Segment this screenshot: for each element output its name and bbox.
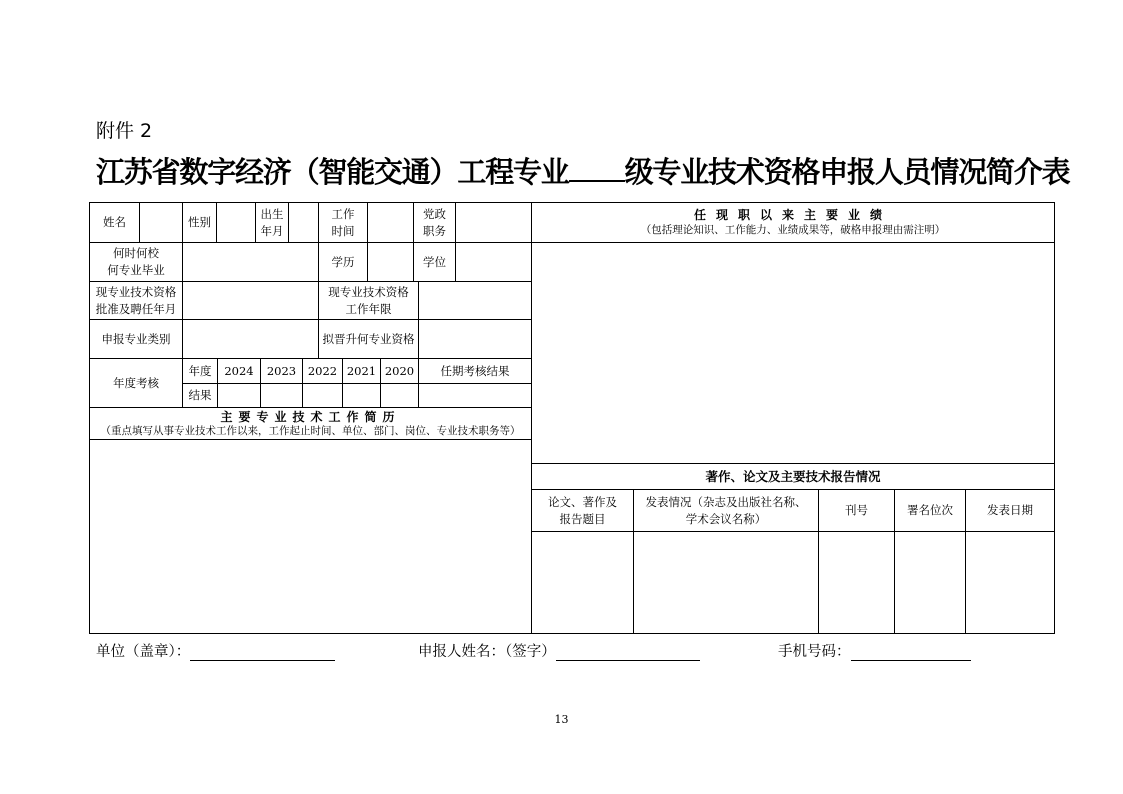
input-publish-date[interactable] xyxy=(966,532,1054,633)
publications-title: 著作、论文及主要技术报告情况 xyxy=(705,469,881,484)
header-publish-date: 发表日期 xyxy=(987,503,1033,517)
page-number: 13 xyxy=(554,713,569,726)
input-result-2021[interactable] xyxy=(343,384,380,407)
performance-header xyxy=(532,203,1054,242)
signature-line[interactable] xyxy=(556,644,700,661)
input-performance[interactable] xyxy=(532,243,1054,463)
input-education[interactable] xyxy=(368,243,413,281)
input-venue[interactable] xyxy=(634,532,818,633)
label-year: 年度 xyxy=(188,363,212,378)
header-issue: 刊号 xyxy=(845,503,868,517)
header-venue: 发表情况（杂志及出版社名称、 学术会议名称） xyxy=(645,494,807,526)
input-resume[interactable] xyxy=(90,440,531,633)
input-author-order[interactable] xyxy=(895,532,965,633)
input-birth[interactable] xyxy=(289,203,318,242)
input-term-review[interactable] xyxy=(419,384,531,407)
input-name[interactable] xyxy=(140,203,182,242)
title-part-1: 江苏省数字经济（智能交通）工程专业 xyxy=(96,155,569,189)
performance-title: 任现职以来主要业绩 xyxy=(693,207,892,222)
input-result-2020[interactable] xyxy=(381,384,418,407)
year-2023: 2023 xyxy=(266,363,297,378)
year-2022: 2022 xyxy=(307,363,338,378)
label-apply-category: 申报专业类别 xyxy=(101,331,171,346)
input-current-qualification[interactable] xyxy=(183,282,318,319)
footer-phone: 手机号码： xyxy=(778,640,971,661)
input-issue[interactable] xyxy=(819,532,894,633)
input-qualification-years[interactable] xyxy=(419,282,531,319)
label-qualification-years: 现专业技术资格 工作年限 xyxy=(328,284,409,316)
input-work-time[interactable] xyxy=(368,203,413,242)
header-author-order: 署名位次 xyxy=(907,503,953,517)
resume-header xyxy=(90,408,531,439)
footer-unit: 单位（盖章）： xyxy=(96,640,335,661)
input-degree[interactable] xyxy=(456,243,531,281)
label-result: 结果 xyxy=(188,388,212,402)
header-topic: 论文、著作及 报告题目 xyxy=(548,494,617,526)
label-current-qualification: 现专业技术资格 批准及聘任年月 xyxy=(95,284,177,316)
input-target-qualification[interactable] xyxy=(419,320,531,358)
label-education: 学历 xyxy=(331,254,355,269)
year-2020: 2020 xyxy=(384,363,415,378)
input-result-2022[interactable] xyxy=(303,384,342,407)
phone-line[interactable] xyxy=(851,644,971,661)
input-result-2024[interactable] xyxy=(218,384,260,407)
year-2024: 2024 xyxy=(224,363,254,378)
label-gender: 性别 xyxy=(188,215,211,229)
footer-applicant: 申报人姓名：（签字） xyxy=(418,640,700,661)
attachment-label: 附件 2 xyxy=(96,120,153,142)
label-party-post: 党政 职务 xyxy=(423,206,446,238)
label-term-review: 任期考核结果 xyxy=(440,363,510,378)
label-birth: 出生 年月 xyxy=(260,206,284,238)
label-name: 姓名 xyxy=(103,215,126,229)
input-graduation[interactable] xyxy=(183,243,318,281)
year-2021: 2021 xyxy=(346,363,377,378)
performance-note: （包括理论知识、工作能力、业绩成果等，破格申报理由需注明） xyxy=(640,223,946,236)
input-party-post[interactable] xyxy=(456,203,531,242)
label-degree: 学位 xyxy=(423,254,446,269)
unit-line[interactable] xyxy=(190,644,335,661)
input-result-2023[interactable] xyxy=(261,384,302,407)
label-target-qualification: 拟晋升何专业资格 xyxy=(322,331,415,346)
input-apply-category[interactable] xyxy=(183,320,318,358)
resume-title: 主要专业技术工作简历 xyxy=(220,409,401,424)
input-gender[interactable] xyxy=(217,203,255,242)
label-graduation: 何时何校 何专业毕业 xyxy=(107,246,165,277)
input-topic[interactable] xyxy=(532,532,633,633)
label-annual-review: 年度考核 xyxy=(113,375,159,390)
title-part-2: 级专业技术资格申报人员情况简介表 xyxy=(624,155,1070,189)
resume-note: （重点填写从事专业技术工作以来，工作起止时间、单位、部门、岗位、专业技术职务等） xyxy=(100,424,521,437)
label-work-time: 工作 时间 xyxy=(331,206,355,238)
